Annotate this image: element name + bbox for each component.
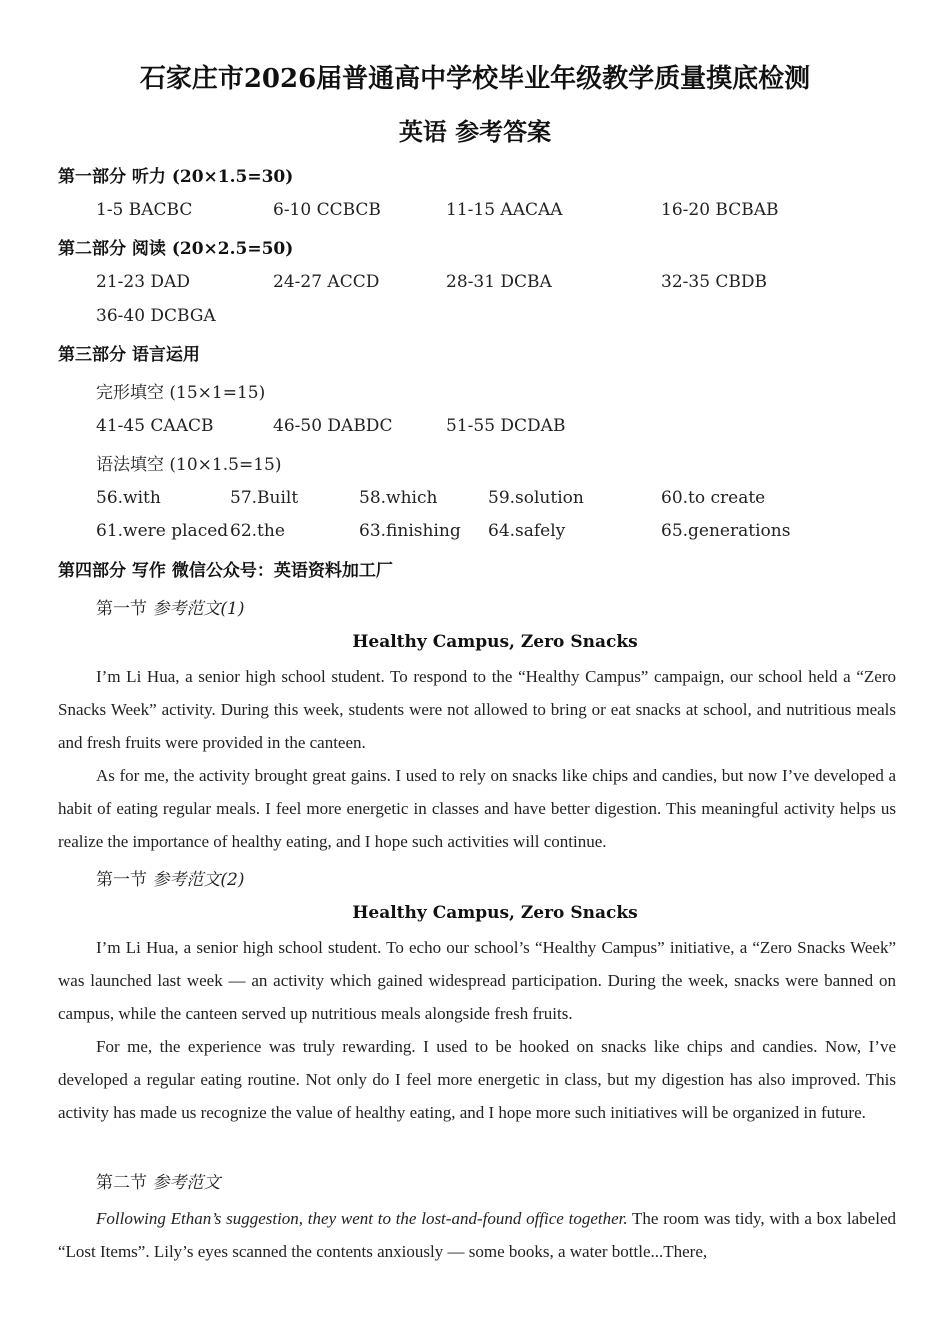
grammar-label: 语法填空 (10×1.5=15)	[96, 455, 282, 475]
grammar-answer: 61.were placed	[96, 521, 229, 541]
answer-group: 46-50 DABDC	[273, 416, 393, 436]
essay-title: Healthy Campus, Zero Snacks	[352, 903, 638, 923]
answer-group: 28-31 DCBA	[446, 272, 552, 292]
essay-title: Healthy Campus, Zero Snacks	[352, 632, 638, 652]
answer-group: 24-27 ACCD	[273, 272, 380, 292]
answer-group: 16-20 BCBAB	[661, 200, 779, 220]
section-label	[96, 1168, 220, 1193]
grammar-answer: 62.the	[230, 521, 285, 541]
page-subtitle: 英语 参考答案	[398, 117, 552, 146]
essay-paragraph: As for me, the activity brought great gains. I used to rely on snacks like chips and candies, but now I’ve developed a habit of eating regular meals. I feel more energetic in classes and have better digestion. This meaningful activity helps us realize the importance of healthy eating, and I hope such activities will continue.	[58, 766, 896, 851]
page-title: 石家庄市2026届普通高中学校毕业年级教学质量摸底检测	[139, 64, 811, 94]
cloze-label: 完形填空 (15×1=15)	[96, 383, 266, 403]
grammar-answer: 56.with	[96, 488, 161, 508]
essay-italic-lead: Following Ethan’s suggestion, they went to the lost-and-found office together.	[96, 1209, 628, 1228]
answer-group: 51-55 DCDAB	[446, 416, 566, 436]
grammar-answer: 59.solution	[488, 488, 584, 508]
answer-group: 6-10 CCBCB	[273, 200, 381, 220]
section-note: 参考范文	[152, 1173, 221, 1193]
grammar-answer: 60.to create	[661, 488, 766, 508]
grammar-answer: 65.generations	[661, 521, 791, 541]
answer-group: 1-5 BACBC	[96, 200, 193, 220]
section-label	[96, 865, 245, 890]
grammar-answer: 58.which	[359, 488, 438, 508]
essay-text: The room was tidy, with a box labeled “Lost Items”. Lily’s eyes scanned the contents anxiously — some books, a water bottle...There,	[58, 1209, 896, 1261]
grammar-answer: 64.safely	[488, 521, 566, 541]
section-number: 第一节	[96, 870, 147, 890]
essay-paragraph: For me, the experience was truly rewarding. I used to be hooked on snacks like chips and candies. Now, I’ve developed a regular eating routine. Not only do I feel more energetic in class, but my digestion has also improved. This activity has made us recognize the value of healthy eating, and I hope more such initiatives will be organized in future.	[58, 1037, 896, 1122]
answer-group: 36-40 DCBGA	[96, 306, 216, 326]
essay-paragraph: I’m Li Hua, a senior high school student. To echo our school’s “Healthy Campus” initiative, a “Zero Snacks Week” was launched last week — an activity which gained widespread participation. During the week, snacks were banned on campus, while the canteen served up nutritious meals alongside fresh fruits.	[58, 938, 896, 1023]
section-number: 第二节	[96, 1173, 147, 1193]
part3-heading: 第三部分 语言运用	[58, 345, 200, 365]
answer-group: 11-15 AACAA	[446, 200, 563, 220]
section-note: 参考范文(2)	[152, 870, 245, 890]
section-label	[96, 594, 245, 619]
grammar-answer: 63.finishing	[359, 521, 461, 541]
part1-heading: 第一部分 听力 (20×1.5=30)	[58, 167, 294, 187]
section-number: 第一节	[96, 599, 147, 619]
grammar-answer: 57.Built	[230, 488, 299, 508]
answer-group: 32-35 CBDB	[661, 272, 768, 292]
answer-group: 21-23 DAD	[96, 272, 190, 292]
section-note: 参考范文(1)	[152, 599, 245, 619]
answer-group: 41-45 CAACB	[96, 416, 214, 436]
part4-heading: 第四部分 写作 微信公众号：英语资料加工厂	[58, 561, 393, 581]
essay-paragraph	[58, 1202, 896, 1268]
part2-heading: 第二部分 阅读 (20×2.5=50)	[58, 239, 294, 259]
essay-paragraph: I’m Li Hua, a senior high school student. To respond to the “Healthy Campus” campaign, our school held a “Zero Snacks Week” activity. During this week, students were not allowed to bring or eat snacks at school, and nutritious meals and fresh fruits were provided in the canteen.	[58, 667, 896, 752]
